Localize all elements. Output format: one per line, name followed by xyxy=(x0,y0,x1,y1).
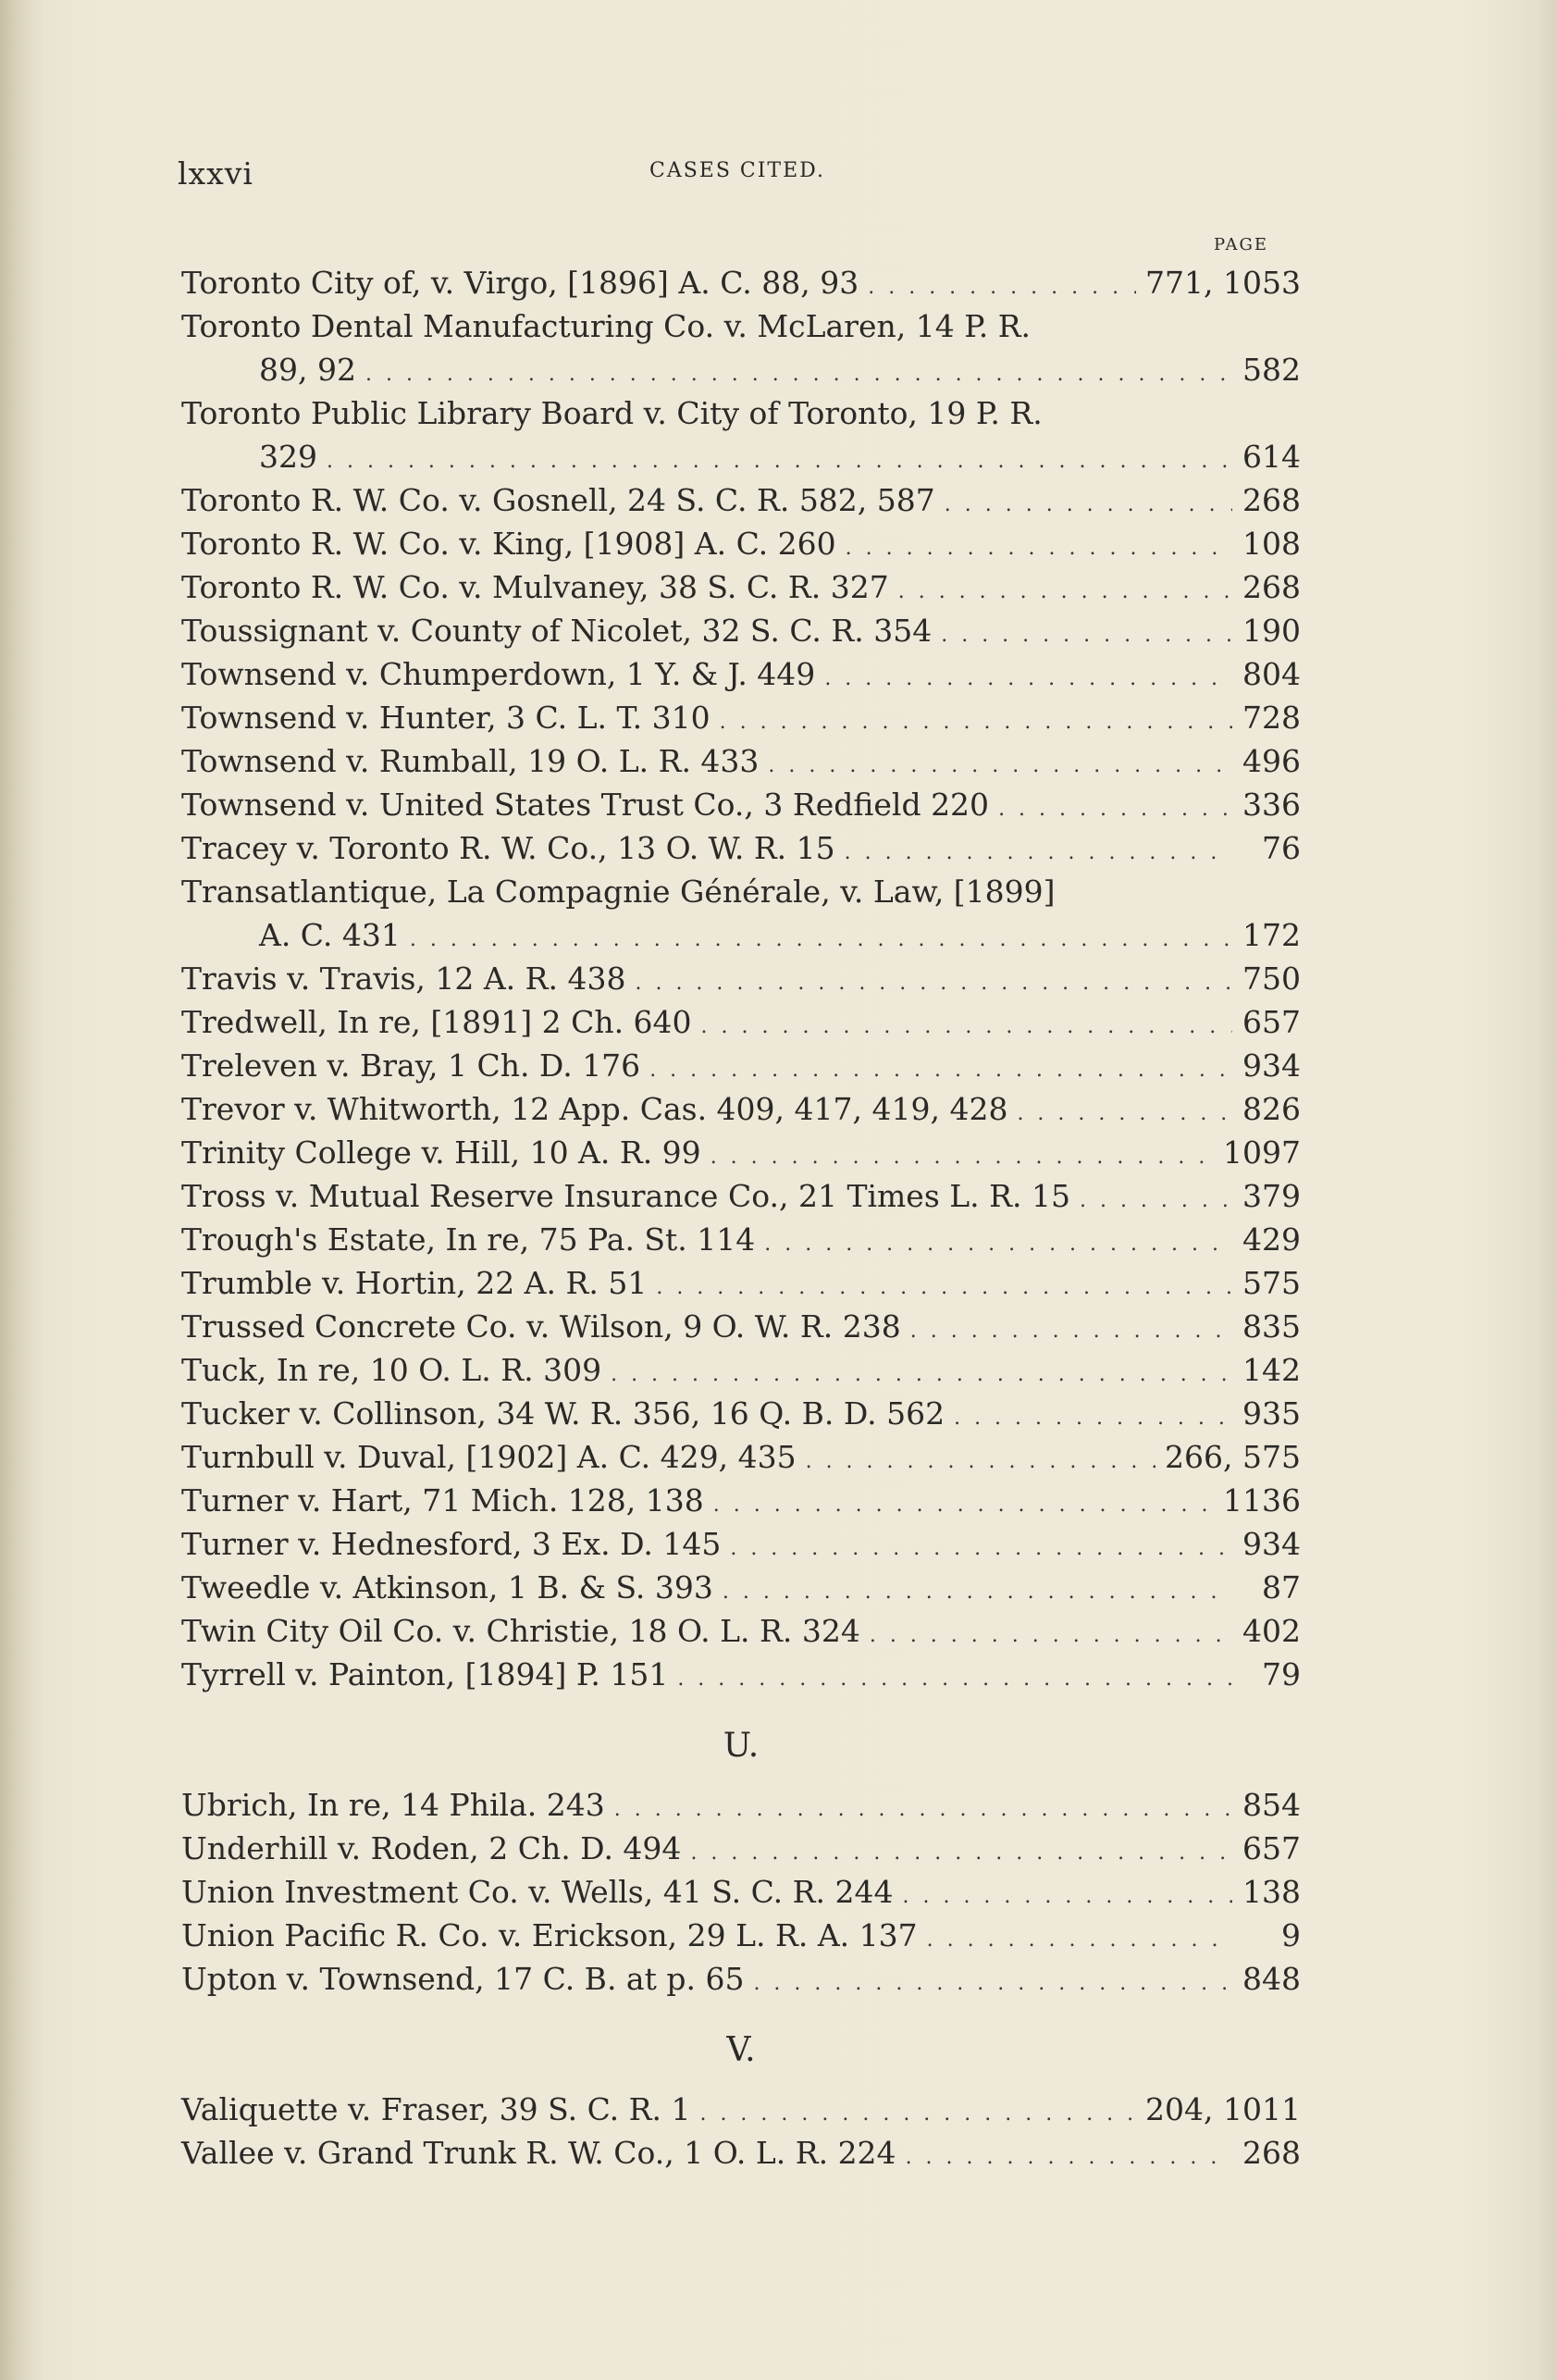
case-entry-line xyxy=(181,1174,1301,1218)
case-entry xyxy=(181,391,1301,478)
case-citation: Transatlantique, La Compagnie Générale, v. Law, [1899] xyxy=(181,874,1056,910)
dot-leader xyxy=(927,1918,1232,1962)
case-entry-line xyxy=(181,1479,1301,1522)
page-column-label: PAGE xyxy=(1214,235,1268,254)
case-entry-line xyxy=(181,1522,1301,1566)
dot-leader xyxy=(677,1657,1232,1701)
case-entry xyxy=(181,1000,1301,1044)
case-entry-continuation xyxy=(181,913,1301,957)
case-citation: Twin City Oil Co. v. Christie, 18 O. L. R. 324 xyxy=(181,1613,860,1649)
case-entry xyxy=(181,1957,1301,2001)
case-entry xyxy=(181,478,1301,522)
dot-leader xyxy=(723,1570,1232,1614)
case-entry-line xyxy=(181,1914,1301,1957)
page-reference: 138 xyxy=(1242,1874,1301,1910)
case-entry-line xyxy=(181,522,1301,565)
page-reference: 268 xyxy=(1242,569,1301,605)
case-citation: Underhill v. Roden, 2 Ch. D. 494 xyxy=(181,1830,682,1866)
case-entry xyxy=(181,1609,1301,1653)
page-reference: 657 xyxy=(1242,1004,1301,1040)
page-reference: 771, 1053 xyxy=(1145,265,1301,301)
case-entry-line xyxy=(181,2131,1301,2175)
case-entry-line xyxy=(181,2088,1301,2131)
case-citation: Toronto Public Library Board v. City of Toronto, 19 P. R. xyxy=(181,395,1043,431)
dot-leader xyxy=(713,1483,1214,1527)
case-entry-line xyxy=(181,1305,1301,1348)
case-entry xyxy=(181,1348,1301,1392)
case-entry-line xyxy=(181,870,1301,913)
case-entry xyxy=(181,1653,1301,1696)
case-entry xyxy=(181,1392,1301,1435)
dot-leader xyxy=(870,1614,1232,1657)
page-reference: 142 xyxy=(1242,1352,1301,1388)
case-citation: Valiquette v. Fraser, 39 S. C. R. 1 xyxy=(181,2091,691,2127)
case-citation: Townsend v. Rumball, 19 O. L. R. 433 xyxy=(181,743,760,779)
case-citation: Townsend v. United States Trust Co., 3 Redfield 220 xyxy=(181,787,990,823)
dot-leader xyxy=(954,1396,1232,1440)
case-entry-continuation xyxy=(181,435,1301,478)
case-citation: Toussignant v. County of Nicolet, 32 S. C. R. 354 xyxy=(181,613,933,649)
dot-leader xyxy=(690,1831,1232,1875)
case-citation: Tyrrell v. Painton, [1894] P. 151 xyxy=(181,1656,669,1692)
case-entry-line xyxy=(181,1044,1301,1087)
page-reference: 496 xyxy=(1242,743,1301,779)
case-entry xyxy=(181,261,1301,304)
section-letter: U. xyxy=(723,1727,760,1765)
case-citation: Tracey v. Toronto R. W. Co., 13 O. W. R. 15 xyxy=(181,830,835,866)
case-entry xyxy=(181,1783,1301,1827)
dot-leader xyxy=(711,1135,1214,1179)
case-entry-line xyxy=(181,1870,1301,1914)
case-citation: Tuck, In re, 10 O. L. R. 309 xyxy=(181,1352,602,1388)
case-citation: Union Pacific R. Co. v. Erickson, 29 L. R. A. 137 xyxy=(181,1917,918,1953)
case-citation: Townsend v. Hunter, 3 C. L. T. 310 xyxy=(181,700,711,736)
case-entry xyxy=(181,304,1301,391)
dot-leader xyxy=(902,1875,1232,1918)
page-reference: 750 xyxy=(1242,961,1301,997)
dot-leader xyxy=(824,657,1232,700)
dot-leader xyxy=(753,1962,1232,2005)
dot-leader xyxy=(720,700,1232,744)
case-entry-line xyxy=(181,1783,1301,1827)
case-entry xyxy=(181,739,1301,783)
section-letter: V. xyxy=(726,2031,756,2069)
page-reference: 379 xyxy=(1242,1178,1301,1214)
page-reference: 614 xyxy=(1242,439,1301,475)
case-entry xyxy=(181,1522,1301,1566)
dot-leader xyxy=(868,266,1136,309)
page-reference: 835 xyxy=(1242,1308,1301,1345)
page-reference: 268 xyxy=(1242,482,1301,518)
case-entry xyxy=(181,522,1301,565)
page-reference: 266, 575 xyxy=(1165,1439,1301,1475)
case-entry-line xyxy=(181,1261,1301,1305)
case-entry xyxy=(181,1305,1301,1348)
dot-leader xyxy=(1017,1092,1232,1135)
case-entry-line xyxy=(181,739,1301,783)
case-entry xyxy=(181,1261,1301,1305)
case-citation: Turner v. Hednesford, 3 Ex. D. 145 xyxy=(181,1526,722,1562)
case-entry xyxy=(181,1174,1301,1218)
case-citation: A. C. 431 xyxy=(259,917,401,953)
case-citation: Trumble v. Hortin, 22 A. R. 51 xyxy=(181,1265,648,1301)
page-reference: 826 xyxy=(1242,1091,1301,1127)
case-entry-line xyxy=(181,261,1301,304)
case-citation: Turnbull v. Duval, [1902] A. C. 429, 435 xyxy=(181,1439,797,1475)
dot-leader xyxy=(611,1353,1232,1396)
case-entry xyxy=(181,1870,1301,1914)
case-entry-line xyxy=(181,957,1301,1000)
dot-leader xyxy=(410,918,1232,961)
dot-leader xyxy=(365,353,1232,396)
page-reference: 854 xyxy=(1242,1787,1301,1823)
case-entry-continuation xyxy=(181,348,1301,391)
dot-leader xyxy=(898,570,1232,614)
case-entry xyxy=(181,609,1301,652)
case-citation: Tredwell, In re, [1891] 2 Ch. 640 xyxy=(181,1004,692,1040)
dot-leader xyxy=(327,440,1232,483)
case-entry xyxy=(181,1131,1301,1174)
case-citation: Trussed Concrete Co. v. Wilson, 9 O. W. R. 238 xyxy=(181,1308,901,1345)
page-folio: lxxvi xyxy=(178,155,253,192)
case-citation: Townsend v. Chumperdown, 1 Y. & J. 449 xyxy=(181,656,816,692)
case-entry-line xyxy=(181,1000,1301,1044)
dot-leader xyxy=(614,1788,1232,1831)
case-entry xyxy=(181,870,1301,957)
case-entry xyxy=(181,696,1301,739)
case-citation: Upton v. Townsend, 17 C. B. at p. 65 xyxy=(181,1961,745,1997)
case-citation: Toronto R. W. Co. v. Mulvaney, 38 S. C. R. 327 xyxy=(181,569,889,605)
case-entry xyxy=(181,1044,1301,1087)
case-entry xyxy=(181,1087,1301,1131)
case-citation: Treleven v. Bray, 1 Ch. D. 176 xyxy=(181,1047,641,1084)
page-reference: 9 xyxy=(1281,1917,1301,1953)
case-citation: Union Investment Co. v. Wells, 41 S. C. R. 244 xyxy=(181,1874,894,1910)
page-reference: 268 xyxy=(1242,2135,1301,2171)
dot-leader xyxy=(699,2092,1136,2136)
dot-leader xyxy=(764,1222,1232,1266)
page-reference: 848 xyxy=(1242,1961,1301,1997)
case-entry xyxy=(181,1435,1301,1479)
case-entry xyxy=(181,1218,1301,1261)
page-reference: 190 xyxy=(1242,613,1301,649)
case-entry xyxy=(181,826,1301,870)
case-citation: Ubrich, In re, 14 Phila. 243 xyxy=(181,1787,605,1823)
dot-leader xyxy=(906,2136,1232,2179)
case-entry-line xyxy=(181,391,1301,435)
dot-leader xyxy=(845,831,1232,874)
dot-leader xyxy=(1080,1179,1232,1222)
case-citation: 329 xyxy=(259,439,317,475)
case-entry xyxy=(181,1566,1301,1609)
case-citation: Trinity College v. Hill, 10 A. R. 99 xyxy=(181,1134,701,1171)
case-entry-line xyxy=(181,1609,1301,1653)
page-reference: 934 xyxy=(1242,1526,1301,1562)
page-reference: 336 xyxy=(1242,787,1301,823)
dot-leader xyxy=(656,1266,1232,1309)
cases-cited-list xyxy=(181,261,1301,2175)
case-entry-line xyxy=(181,826,1301,870)
case-entry xyxy=(181,1827,1301,1870)
page-reference: 582 xyxy=(1242,352,1301,388)
dot-leader xyxy=(806,1440,1155,1483)
running-title: CASES CITED. xyxy=(649,159,826,182)
page-reference: 172 xyxy=(1242,917,1301,953)
case-entry-line xyxy=(181,1087,1301,1131)
case-entry-line xyxy=(181,1653,1301,1696)
page-reference: 575 xyxy=(1242,1265,1301,1301)
case-entry xyxy=(181,1914,1301,1957)
case-entry-line xyxy=(181,1392,1301,1435)
page-reference: 1136 xyxy=(1223,1482,1301,1518)
case-entry-line xyxy=(181,783,1301,826)
page-header xyxy=(178,155,1297,192)
case-citation: Tross v. Mutual Reserve Insurance Co., 21 Times L. R. 15 xyxy=(181,1178,1070,1214)
case-entry xyxy=(181,652,1301,696)
page-reference: 76 xyxy=(1262,830,1301,866)
page-reference: 402 xyxy=(1242,1613,1301,1649)
case-entry-line xyxy=(181,565,1301,609)
page-reference: 108 xyxy=(1242,526,1301,562)
page-reference: 934 xyxy=(1242,1047,1301,1084)
page-reference: 804 xyxy=(1242,656,1301,692)
case-citation: 89, 92 xyxy=(259,352,356,388)
page-reference: 728 xyxy=(1242,700,1301,736)
case-citation: Trevor v. Whitworth, 12 App. Cas. 409, 417, 419, 428 xyxy=(181,1091,1008,1127)
case-entry xyxy=(181,565,1301,609)
dot-leader xyxy=(649,1048,1232,1092)
case-entry-line xyxy=(181,1348,1301,1392)
dot-leader xyxy=(846,527,1232,570)
case-citation: Tucker v. Collinson, 34 W. R. 356, 16 Q. B. D. 562 xyxy=(181,1395,945,1432)
dot-leader xyxy=(730,1527,1232,1570)
case-entry-line xyxy=(181,696,1301,739)
page-reference: 935 xyxy=(1242,1395,1301,1432)
case-entry-line xyxy=(181,1218,1301,1261)
case-entry xyxy=(181,957,1301,1000)
case-citation: Toronto Dental Manufacturing Co. v. McLaren, 14 P. R. xyxy=(181,308,1032,344)
case-citation: Travis v. Travis, 12 A. R. 438 xyxy=(181,961,626,997)
page-reference: 79 xyxy=(1262,1656,1301,1692)
case-entry-line xyxy=(181,1957,1301,2001)
dot-leader xyxy=(998,787,1232,831)
dot-leader xyxy=(768,744,1232,787)
dot-leader xyxy=(941,614,1232,657)
case-entry-line xyxy=(181,609,1301,652)
dot-leader xyxy=(910,1309,1232,1353)
dot-leader xyxy=(945,483,1232,527)
case-citation: Tweedle v. Atkinson, 1 B. & S. 393 xyxy=(181,1569,713,1605)
case-entry-line xyxy=(181,304,1301,348)
page-reference: 87 xyxy=(1262,1569,1301,1605)
case-entry-line xyxy=(181,1566,1301,1609)
case-entry xyxy=(181,783,1301,826)
case-citation: Toronto City of, v. Virgo, [1896] A. C. 88, 93 xyxy=(181,265,859,301)
case-citation: Trough's Estate, In re, 75 Pa. St. 114 xyxy=(181,1221,756,1258)
case-citation: Turner v. Hart, 71 Mich. 128, 138 xyxy=(181,1482,704,1518)
case-citation: Toronto R. W. Co. v. Gosnell, 24 S. C. R. 582, 587 xyxy=(181,482,935,518)
case-entry-line xyxy=(181,1827,1301,1870)
case-entry xyxy=(181,1479,1301,1522)
dot-leader xyxy=(635,961,1232,1005)
case-citation: Toronto R. W. Co. v. King, [1908] A. C. 260 xyxy=(181,526,836,562)
dot-leader xyxy=(701,1005,1232,1048)
case-entry xyxy=(181,2088,1301,2131)
page-reference: 657 xyxy=(1242,1830,1301,1866)
case-citation: Vallee v. Grand Trunk R. W. Co., 1 O. L. R. 224 xyxy=(181,2135,896,2171)
page-reference: 429 xyxy=(1242,1221,1301,1258)
case-entry-line xyxy=(181,478,1301,522)
case-entry-line xyxy=(181,1435,1301,1479)
case-entry xyxy=(181,2131,1301,2175)
page-reference: 1097 xyxy=(1223,1134,1301,1171)
case-entry-line xyxy=(181,652,1301,696)
page-reference: 204, 1011 xyxy=(1145,2091,1301,2127)
case-entry-line xyxy=(181,1131,1301,1174)
